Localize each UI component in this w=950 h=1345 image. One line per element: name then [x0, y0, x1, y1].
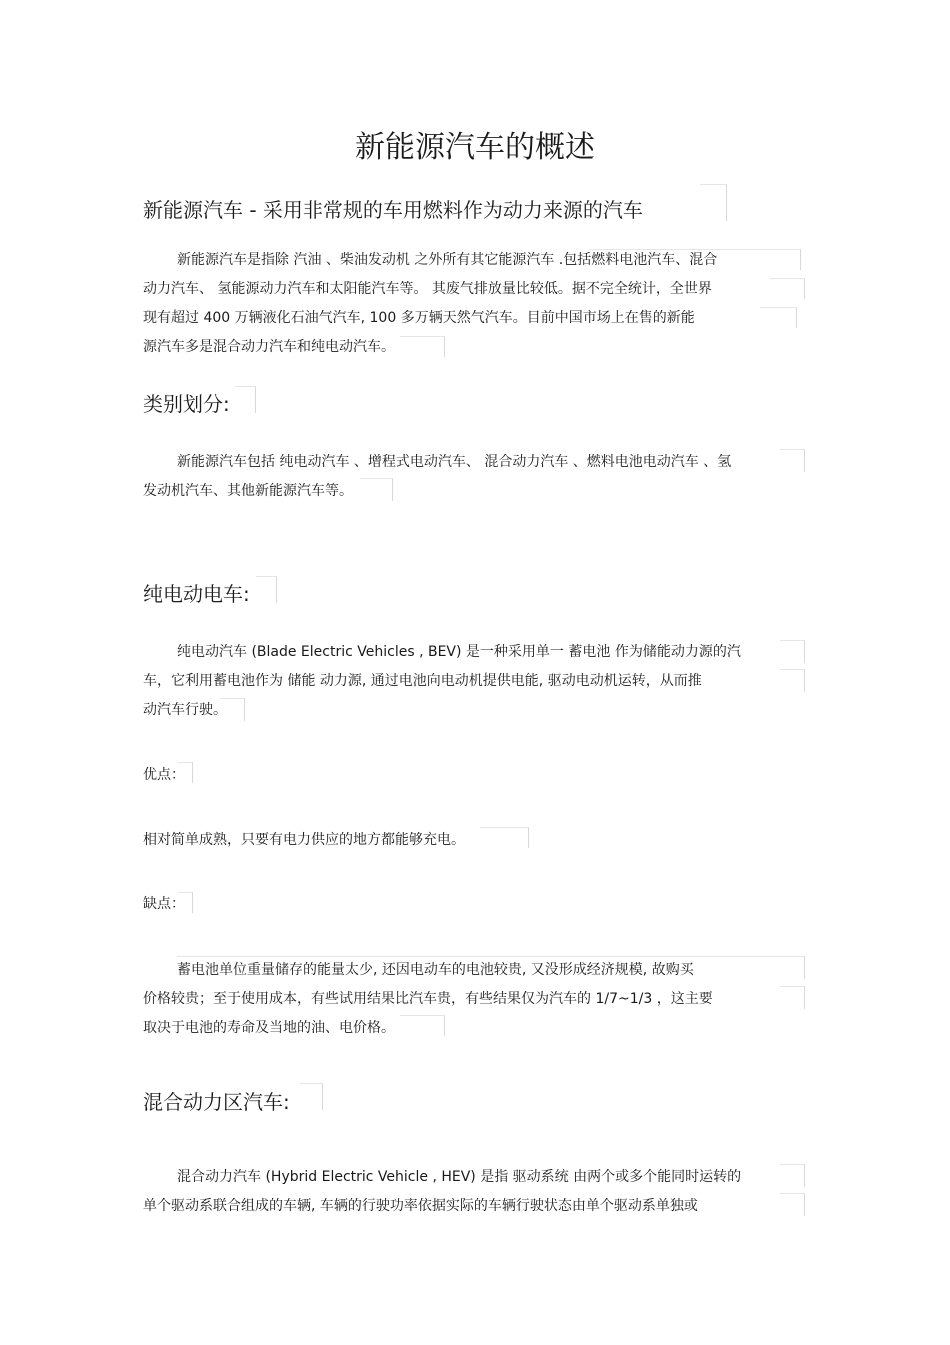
bev-line: 车，它利用蓄电池作为 储能 动力源, 通过电池向电动机提供电能, 驱动电动机运转，从而推 — [143, 673, 702, 689]
text-frame — [360, 478, 393, 501]
text-frame — [300, 1083, 323, 1110]
hev-line: 单个驱动系联合组成的车辆, 车辆的行驶功率依据实际的车辆行驶状态由单个驱动系单独或 — [143, 1198, 698, 1214]
subtitle-heading: 新能源汽车 - 采用非常规的车用燃料作为动力来源的汽车 — [143, 198, 643, 222]
text-frame — [400, 336, 445, 357]
cons-line: 价格较贵；至于使用成本，有些试用结果比汽车贵，有些结果仅为汽车的 1/7~1/3 ，这主要 — [143, 991, 713, 1007]
text-frame — [780, 1164, 805, 1187]
text-frame — [780, 1193, 805, 1216]
intro-line: 新能源汽车是指除 汽油 、柴油发动机 之外所有其它能源汽车 .包括燃料电池汽车、混合 — [177, 252, 718, 268]
text-frame — [178, 892, 193, 913]
hev-line: 混合动力汽车 (Hybrid Electric Vehicle , HEV) 是指 驱动系统 由两个或多个能同时运转的 — [177, 1169, 742, 1185]
text-frame — [780, 449, 805, 472]
category-line: 发动机汽车、其他新能源汽车等。 — [143, 483, 353, 499]
bev-line: 纯电动汽车 (Blade Electric Vehicles , BEV) 是一种采用单一 蓄电池 作为储能动力源的汽 — [177, 644, 741, 660]
text-frame — [400, 1015, 445, 1036]
text-frame — [177, 956, 805, 979]
text-frame — [590, 249, 801, 270]
category-line: 新能源汽车包括 纯电动汽车 、增程式电动汽车、 混合动力汽车 、燃料电池电动汽车 、氢 — [177, 454, 732, 470]
intro-line: 动力汽车、 氢能源动力汽车和太阳能汽车等。 其废气排放量比较低。据不完全统计，全世界 — [143, 281, 712, 297]
text-frame — [178, 762, 193, 783]
text-frame — [780, 986, 805, 1009]
text-frame — [760, 307, 797, 328]
text-frame — [480, 827, 529, 848]
text-frame — [700, 184, 727, 221]
text-frame — [256, 576, 277, 603]
hev-heading: 混合动力区汽车: — [143, 1090, 290, 1114]
cons-label: 缺点： — [143, 896, 185, 912]
pros-text: 相对简单成熟，只要有电力供应的地方都能够充电。 — [143, 832, 465, 848]
text-frame — [780, 640, 805, 663]
text-frame — [770, 278, 805, 299]
page-title: 新能源汽车的概述 — [355, 130, 595, 165]
text-frame — [780, 669, 805, 692]
bev-line: 动汽车行驶。 — [143, 702, 227, 718]
intro-line: 源汽车多是混合动力汽车和纯电动汽车。 — [143, 339, 395, 355]
intro-line: 现有超过 400 万辆液化石油气汽车, 100 多万辆天然气汽车。目前中国市场上在售的新能 — [143, 310, 695, 326]
category-heading: 类别划分: — [143, 392, 230, 416]
cons-line: 取决于电池的寿命及当地的油、电价格。 — [143, 1020, 395, 1036]
bev-heading: 纯电动电车: — [143, 582, 250, 606]
cons-line: 蓄电池单位重量储存的能量太少, 还因电动车的电池较贵, 又没形成经济规模, 故购买 — [177, 962, 694, 978]
text-frame — [220, 698, 245, 721]
text-frame — [235, 386, 256, 413]
pros-label: 优点： — [143, 767, 185, 783]
